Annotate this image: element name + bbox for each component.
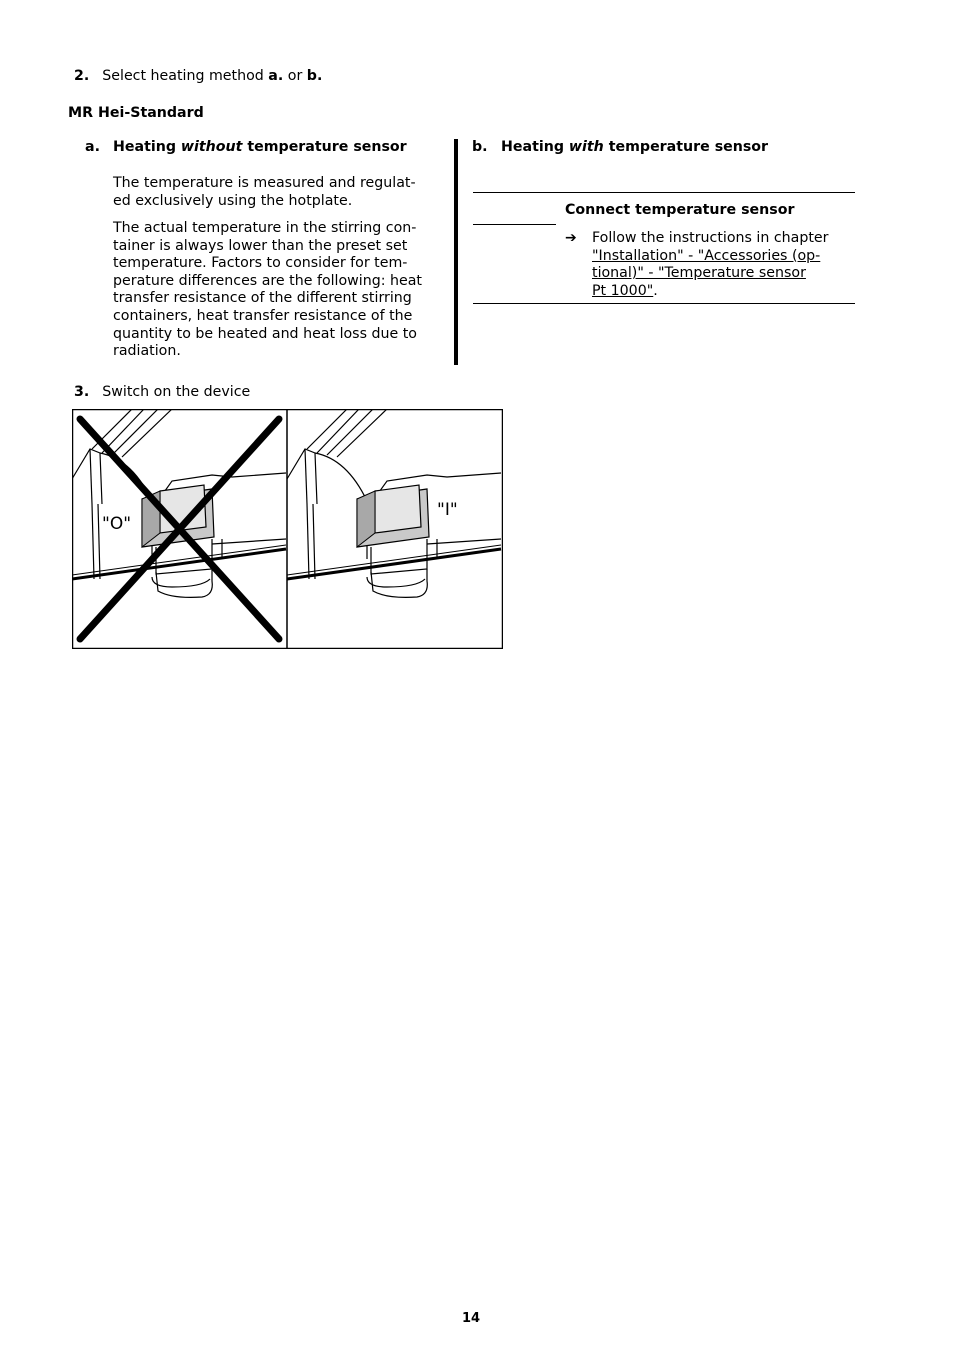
box-bottom-rule [473,303,855,304]
text-line: tainer is always lower than the preset set [113,237,408,254]
column-divider [454,139,458,365]
switch-illustration [72,409,503,649]
text-line: quantity to be heated and heat loss due to [113,325,417,342]
text-line: perature differences are the following: heat [113,272,422,289]
period: . [653,282,658,299]
step-text: Select heating method [102,68,269,84]
or-text: or [283,68,307,84]
text-line: Follow the instructions in chapter [592,230,829,246]
heading-text: temperature sensor [603,139,769,155]
col-a-paragraph-2 [113,220,448,361]
step-3 [74,384,250,400]
off-label: "O" [102,514,132,534]
col-a-paragraph-1 [113,175,443,210]
text-line: The actual temperature in the stirring con- [113,220,417,236]
chapter-link[interactable]: "Installation" - "Accessories (op- [592,247,821,264]
heading-text: temperature sensor [242,139,407,155]
text-line: The temperature is measured and regulat- [113,175,416,191]
text-line: ed exclusively using the hotplate. [113,192,353,209]
box-left-rule [473,224,556,225]
text-line: containers, heat transfer resistance of the [113,307,413,324]
section-title: MR Hei-Standard [68,105,204,121]
step-2 [74,68,322,84]
option-b: b. [306,68,323,84]
on-label: "I" [437,500,458,520]
instruction [592,230,854,300]
option-a: a. [268,68,284,84]
col-b-marker: b. [472,139,488,155]
step-text: Switch on the device [102,384,251,400]
heading-text: Heating [501,139,569,155]
col-b-heading [501,139,768,155]
page-number: 14 [462,1311,481,1326]
box-title: Connect temperature sensor [565,202,795,218]
box-top-rule [473,192,855,193]
heading-emphasis: without [180,139,243,155]
text-line: transfer resistance of the different stirring [113,290,412,307]
text-line: radiation. [113,343,181,360]
col-a-marker: a. [85,139,100,155]
heading-emphasis: with [568,139,604,155]
heading-text: Heating [113,139,181,155]
col-a-heading [113,139,407,155]
text-line: temperature. Factors to consider for tem- [113,255,408,272]
arrow-icon: ➔ [565,230,577,246]
chapter-link[interactable]: tional)" - "Temperature sensor [592,265,806,282]
chapter-link[interactable]: Pt 1000" [592,282,654,299]
step-number: 3. [74,384,90,400]
step-number: 2. [74,68,90,84]
switch-figure [72,409,503,649]
